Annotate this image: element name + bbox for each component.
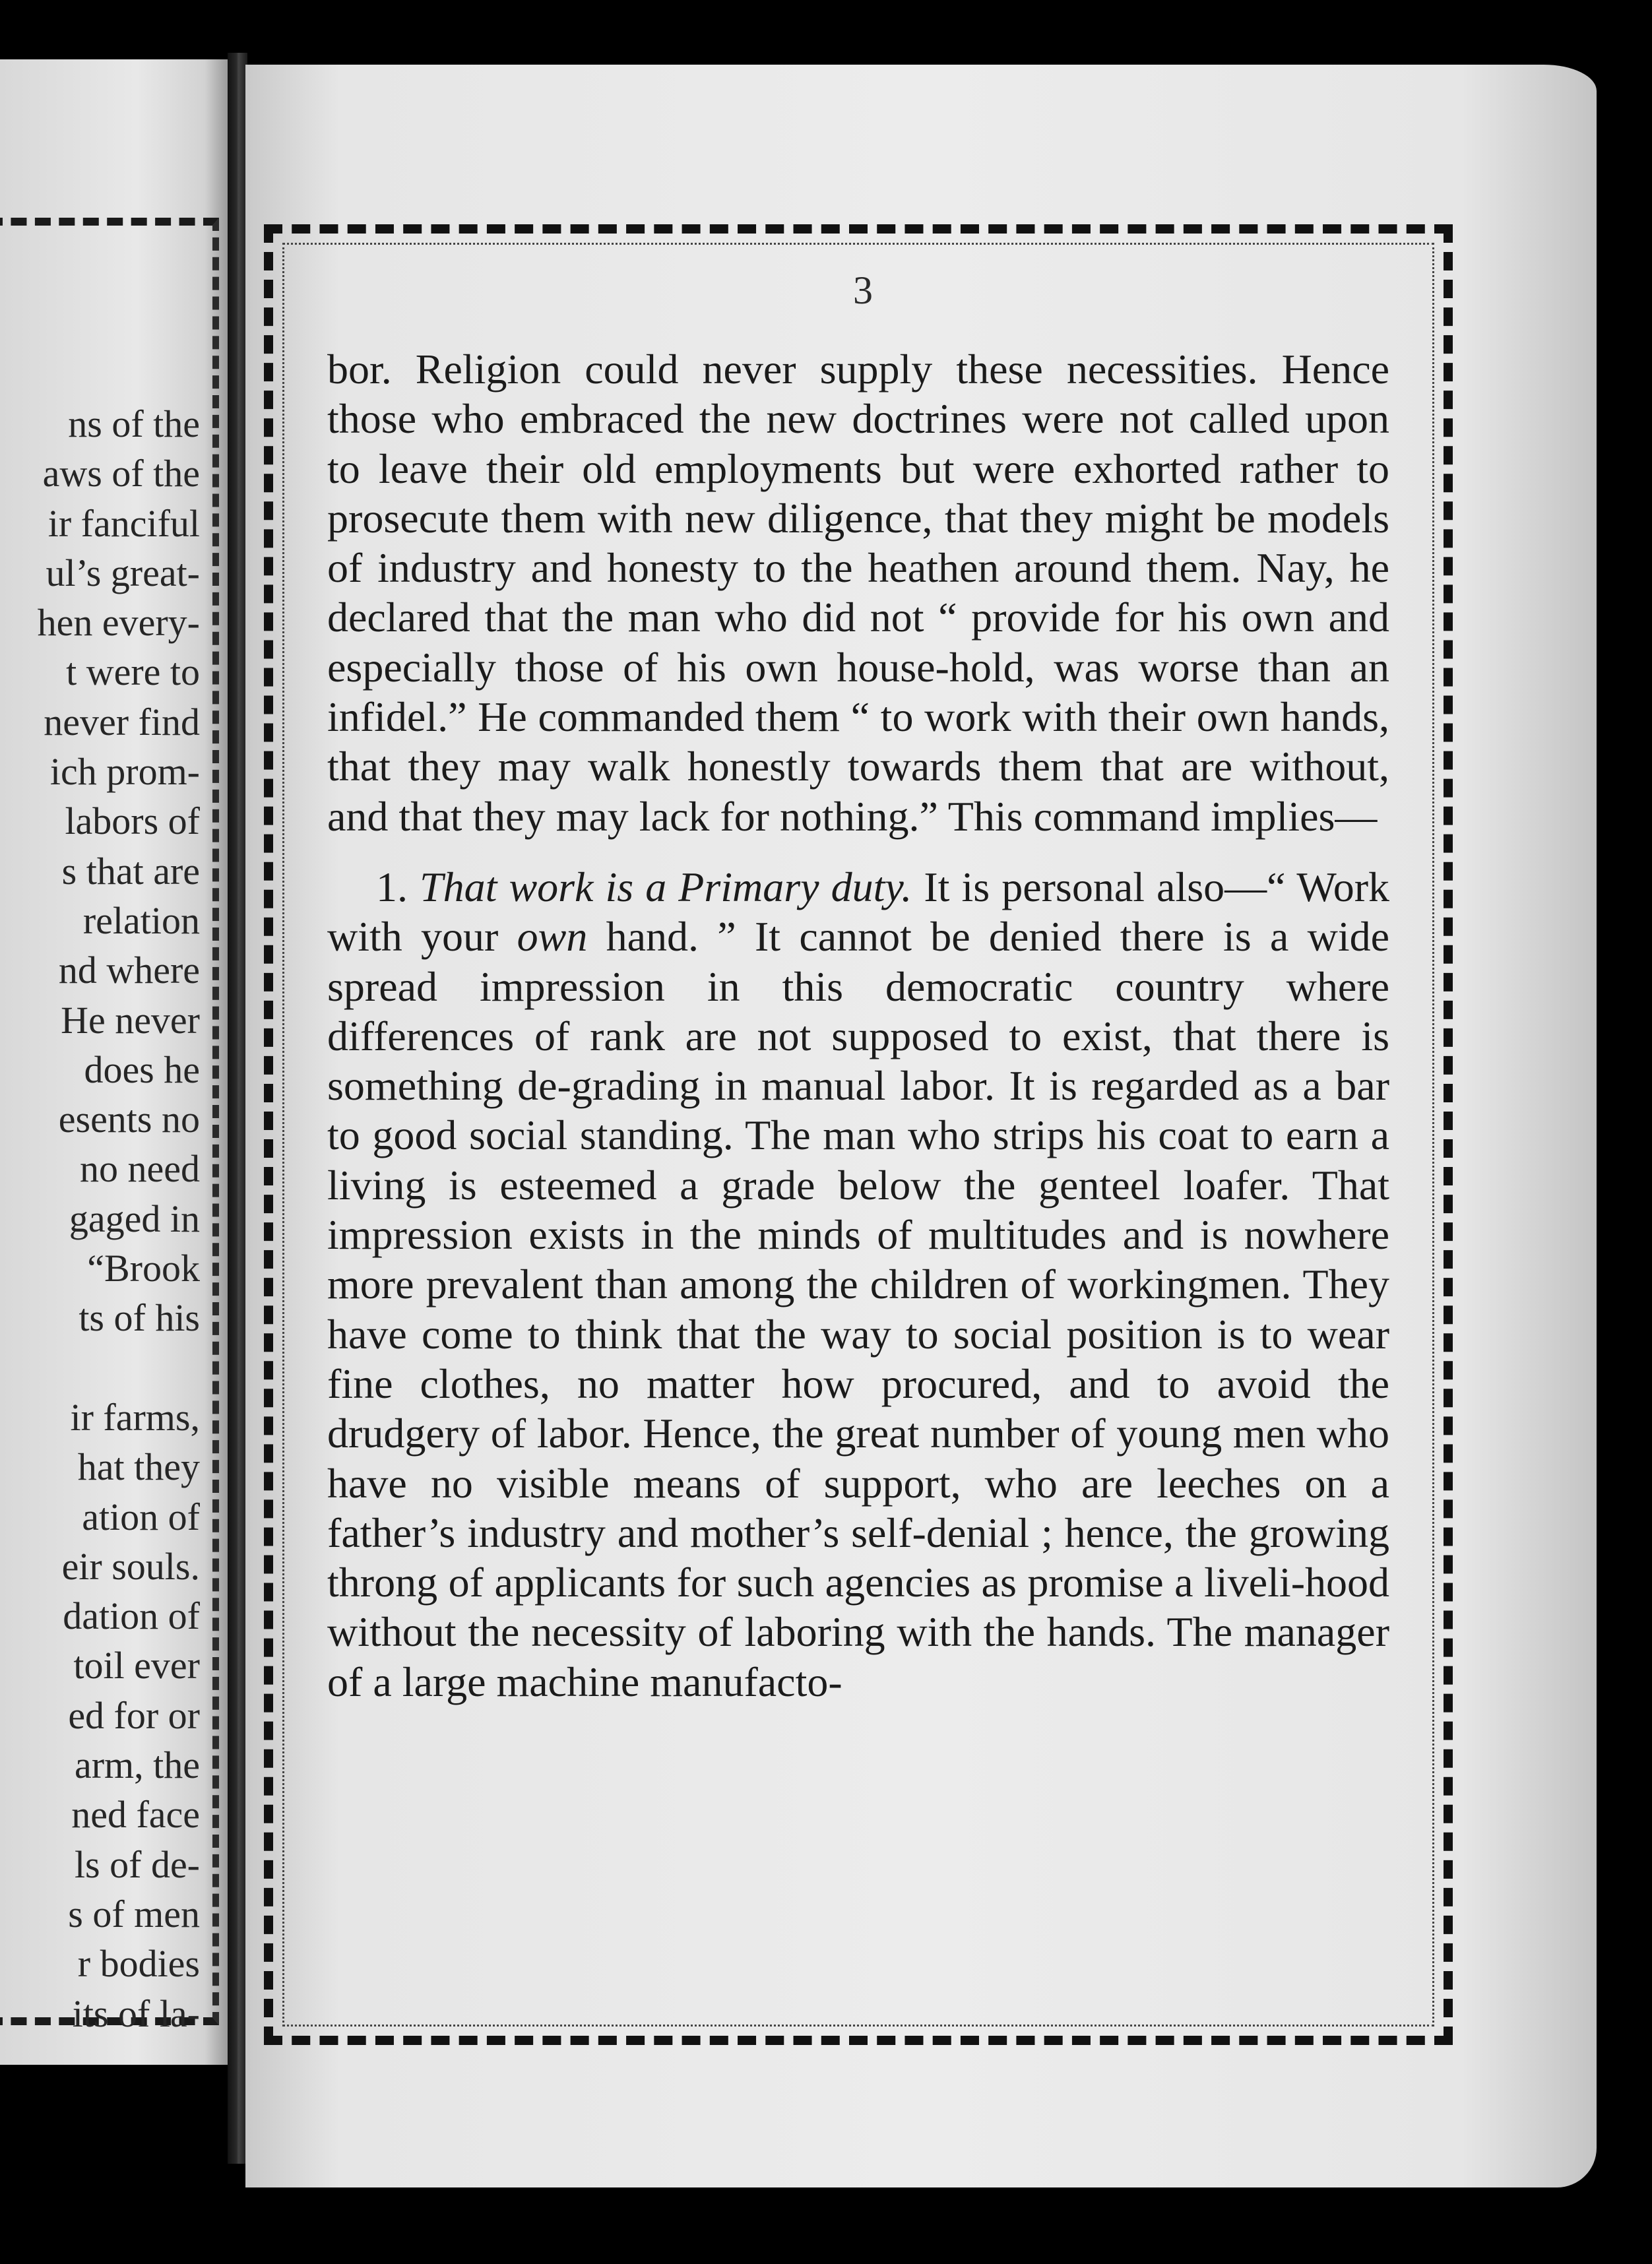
left-line-fragment: ned face	[71, 1793, 200, 1837]
left-line-fragment: ns of the	[68, 402, 200, 445]
left-line-fragment: r bodies	[77, 1942, 200, 1986]
left-line-fragment: relation	[82, 898, 200, 942]
left-line-fragment: never find	[44, 700, 200, 743]
left-line-fragment: ir fanciful	[48, 501, 200, 545]
left-line-fragment: s of men	[68, 1892, 200, 1935]
left-line-fragment: ls of de-	[74, 1842, 200, 1886]
left-line-fragment: eir souls.	[61, 1544, 200, 1588]
left-line-fragment: labors of	[65, 800, 200, 843]
left-line-fragment: ed for or	[68, 1693, 200, 1737]
paragraph-2-text-a: It is personal also—“ Work with your	[327, 863, 1390, 960]
left-line-fragment: ir farms,	[70, 1395, 200, 1439]
left-line-fragment: s that are	[61, 849, 200, 893]
book-gutter	[228, 53, 247, 2164]
page-number: 3	[853, 268, 873, 312]
left-line-fragment: hat they	[77, 1445, 200, 1489]
left-line-fragment: ul’s great-	[46, 551, 200, 594]
left-line-fragment: nd where	[58, 949, 200, 992]
left-line-fragment: esents no	[58, 1098, 200, 1141]
left-page	[0, 59, 228, 2065]
list-number: 1.	[376, 863, 408, 910]
paragraph-2-text-b: hand. ” It cannot be denied there is a wide spread impression in this democratic country where differences of rank are not supposed to exist, that there is something de-grading in manual labor. It is regarded as a bar to good social standing. The man who strips his coat to earn a living is esteemed a grade below the genteel loafer. That impression exists in the minds of multitudes and is nowhere more prevalent than among the children of workingmen. They have come to think that the way to social position is to wear fine clothes, no matter how procured, and to avoid the drudgery of labor. Hence, the great number of young men who have no visible means of support, who are leeches on a father’s industry and mother’s self-denial ; hence, the growing throng of applicants for such agencies as promise a liveli-hood without the necessity of laboring with the hands. The manager of a large machine manufacto-	[327, 913, 1390, 1705]
left-line-fragment: ts of his	[79, 1296, 200, 1340]
section-heading: That work is a Primary duty.	[420, 863, 912, 910]
left-line-fragment: dation of	[63, 1594, 200, 1638]
left-line-fragment: “Brook	[87, 1247, 200, 1290]
left-line-fragment: t were to	[66, 650, 200, 694]
left-line-fragment: He never	[61, 998, 200, 1042]
left-line-fragment	[0, 1343, 200, 1393]
left-line-fragment: ation of	[82, 1495, 200, 1538]
left-line-fragment: arm, the	[74, 1744, 200, 1787]
left-line-fragment: aws of the	[42, 452, 200, 495]
left-page-text	[0, 399, 200, 2038]
left-line-fragment: its of la-	[72, 1992, 200, 2035]
paragraph-2	[327, 862, 1389, 1707]
emphasis-own: own	[517, 913, 588, 960]
left-line-fragment: ich prom-	[49, 750, 200, 794]
left-line-fragment: toil ever	[73, 1644, 200, 1687]
page-body	[327, 344, 1389, 1707]
left-line-fragment: no need	[80, 1147, 200, 1191]
left-line-fragment: hen every-	[37, 601, 200, 645]
left-line-fragment: does he	[84, 1048, 200, 1091]
paragraph-1: bor. Religion could never supply these necessities. Hence those who embraced the new doctrines were not called upon to leave their old employments but were exhorted rather to prosecute them with new diligence, that they might be models of industry and honesty to the heathen around them. Nay, he declared that the man who did not “ provide for his own and especially those of his own house-hold, was worse than an infidel.” He commanded them “ to work with their own hands, that they may walk honestly towards them that are without, and that they may lack for nothing.” This command implies—	[327, 346, 1389, 840]
left-line-fragment: gaged in	[69, 1197, 200, 1240]
